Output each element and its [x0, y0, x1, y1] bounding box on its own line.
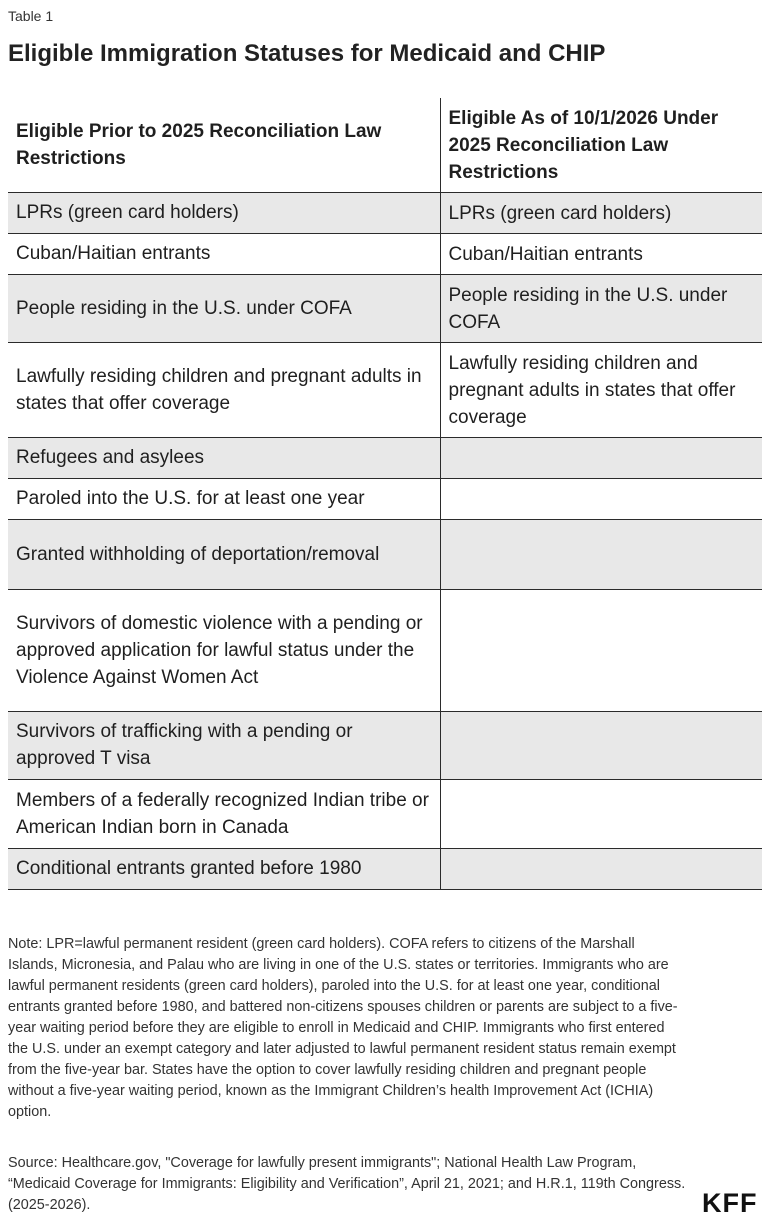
table-cell-prior: Granted withholding of deportation/removal	[8, 520, 440, 590]
table-cell-prior: Lawfully residing children and pregnant adults in states that offer coverage	[8, 343, 440, 438]
kff-logo: KFF	[702, 1188, 758, 1218]
table-cell-after	[440, 712, 762, 780]
table-row	[8, 438, 762, 479]
table-row	[8, 479, 762, 520]
table-cell-after	[440, 520, 762, 590]
table-note: Note: LPR=lawful permanent resident (green card holders). COFA refers to citizens of the Marshall Islands, Micronesia, and Palau who are living in one of the U.S. states or territories. Immigrants who are lawful permanent residents (green card holders), paroled into the U.S. for at least one year, conditional entrants granted before 1980, and battered non-citizens spouses children or parents are subject to a five-year waiting period before they are eligible to enroll in Medicaid and CHIP. Immigrants who first entered the U.S. under an exempt category and later adjusted to lawful permanent resident status remain exempt from the five-year bar. States have the option to cover lawfully residing children and pregnant people without a five-year waiting period, known as the Immigrant Children’s health Improvement Act (ICHIA) option.	[8, 936, 678, 1120]
table-row	[8, 712, 762, 780]
table-row	[8, 234, 762, 275]
table-row	[8, 343, 762, 438]
table-cell-prior: Members of a federally recognized Indian tribe or American Indian born in Canada	[8, 780, 440, 849]
table-cell-after: Lawfully residing children and pregnant adults in states that offer coverage	[440, 343, 762, 438]
table-cell-after	[440, 780, 762, 849]
table-cell-after: LPRs (green card holders)	[440, 193, 762, 234]
table-cell-prior: Cuban/Haitian entrants	[8, 234, 440, 275]
table-cell-after: People residing in the U.S. under COFA	[440, 275, 762, 343]
table-row	[8, 275, 762, 343]
table-cell-prior: LPRs (green card holders)	[8, 193, 440, 234]
table-source: Source: Healthcare.gov, "Coverage for lawfully present immigrants"; National Health Law Program, “Medicaid Coverage for Immigrants: Eligibility and Verification”, April 21, 2021; and H.R.1, 119th Congress. (2025-2026).	[8, 1155, 686, 1213]
table-cell-after	[440, 590, 762, 712]
table-label: Table 1	[8, 8, 54, 24]
table-cell-prior: Refugees and asylees	[8, 438, 440, 479]
table-cell-after	[440, 479, 762, 520]
table-row	[8, 849, 762, 890]
table-cell-prior: People residing in the U.S. under COFA	[8, 275, 440, 343]
table-cell-prior: Paroled into the U.S. for at least one year	[8, 479, 440, 520]
table-cell-prior: Survivors of trafficking with a pending or approved T visa	[8, 712, 440, 780]
page-title: Eligible Immigration Statuses for Medicaid and CHIP	[8, 40, 606, 67]
table-row	[8, 590, 762, 712]
table-cell-prior: Survivors of domestic violence with a pending or approved application for lawful status under the Violence Against Women Act	[8, 590, 440, 712]
table-cell-after	[440, 849, 762, 890]
table-cell-after: Cuban/Haitian entrants	[440, 234, 762, 275]
column-header-after: Eligible As of 10/1/2026 Under 2025 Reconciliation Law Restrictions	[440, 98, 762, 193]
eligibility-table	[8, 98, 762, 890]
table-row	[8, 520, 762, 590]
table-row	[8, 193, 762, 234]
table-cell-prior: Conditional entrants granted before 1980	[8, 849, 440, 890]
table-row	[8, 780, 762, 849]
table-header-row	[8, 98, 762, 193]
column-header-prior: Eligible Prior to 2025 Reconciliation Law Restrictions	[8, 98, 440, 193]
table-cell-after	[440, 438, 762, 479]
